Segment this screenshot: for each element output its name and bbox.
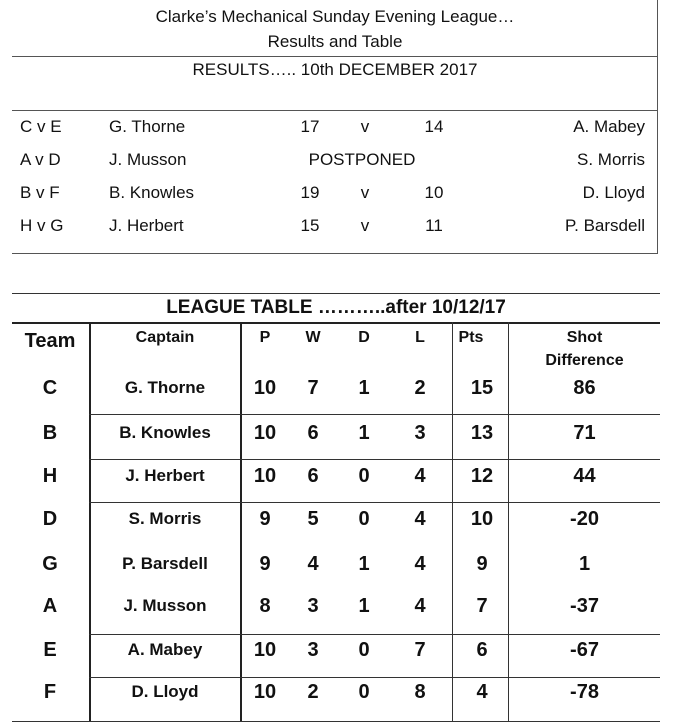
won-cell: 2	[307, 681, 319, 703]
home-captain: J. Herbert	[109, 216, 184, 235]
result-row	[12, 117, 658, 141]
league-name: Clarke’s Mechanical Sunday Evening League…	[155, 7, 515, 26]
match-label: C v E	[20, 117, 62, 136]
away-score: 10	[424, 183, 444, 202]
table-border	[12, 721, 660, 722]
won-cell: 3	[307, 639, 319, 661]
won-cell: 4	[307, 553, 319, 575]
header-lost: L	[415, 329, 425, 346]
drawn-cell: 0	[358, 465, 370, 487]
home-captain: J. Musson	[109, 150, 187, 169]
lost-cell: 2	[414, 377, 426, 399]
shot-difference-cell: 44	[573, 465, 596, 487]
captain-cell: D. Lloyd	[131, 682, 199, 701]
drawn-cell: 0	[358, 639, 370, 661]
lost-cell: 4	[414, 595, 426, 617]
home-captain: G. Thorne	[109, 117, 186, 136]
away-score: 11	[425, 216, 443, 235]
divider	[12, 110, 658, 111]
lost-cell: 3	[414, 422, 426, 444]
drawn-cell: 0	[358, 681, 370, 703]
team-cell: H	[42, 465, 58, 487]
row-divider	[89, 634, 660, 635]
points-cell: 13	[470, 422, 494, 444]
column-divider	[452, 322, 453, 722]
shot-difference-cell: -78	[570, 681, 599, 703]
drawn-cell: 0	[358, 508, 370, 530]
played-cell: 10	[253, 377, 277, 399]
played-cell: 8	[259, 595, 271, 617]
points-cell: 7	[476, 595, 488, 617]
team-cell: C	[42, 377, 58, 399]
points-cell: 6	[476, 639, 488, 661]
captain-cell: P. Barsdell	[122, 554, 208, 573]
drawn-cell: 1	[358, 377, 370, 399]
points-cell: 15	[470, 377, 494, 399]
away-captain: P. Barsdell	[564, 216, 645, 235]
away-captain: S. Morris	[577, 150, 645, 169]
lost-cell: 7	[414, 639, 426, 661]
versus: v	[360, 117, 370, 136]
match-label: H v G	[20, 216, 64, 235]
team-cell: E	[43, 639, 57, 661]
league-table-title: LEAGUE TABLE ………..after 10/12/17	[166, 297, 506, 318]
lost-cell: 8	[414, 681, 426, 703]
header-drawn: D	[358, 329, 370, 346]
won-cell: 7	[307, 377, 319, 399]
team-cell: F	[43, 681, 57, 703]
result-row	[12, 183, 658, 207]
shot-difference-cell: 71	[573, 422, 596, 444]
home-score: 19	[300, 183, 320, 202]
away-score: 14	[424, 117, 444, 136]
played-cell: 9	[259, 553, 271, 575]
captain-cell: A. Mabey	[127, 640, 203, 659]
drawn-cell: 1	[358, 553, 370, 575]
result-row	[12, 150, 658, 174]
played-cell: 10	[253, 639, 277, 661]
team-cell: A	[42, 595, 58, 617]
versus: v	[360, 183, 370, 202]
points-cell: 12	[470, 465, 494, 487]
header-team: Team	[24, 330, 76, 352]
home-score: 17	[300, 117, 320, 136]
row-divider	[89, 459, 660, 460]
header-won: W	[305, 329, 321, 346]
away-captain: A. Mabey	[573, 117, 645, 136]
played-cell: 10	[253, 681, 277, 703]
lost-cell: 4	[414, 465, 426, 487]
lost-cell: 4	[414, 553, 426, 575]
played-cell: 10	[253, 465, 277, 487]
divider	[12, 56, 658, 57]
shot-difference-cell: -67	[570, 639, 599, 661]
captain-cell: S. Morris	[128, 509, 202, 528]
played-cell: 9	[259, 508, 271, 530]
played-cell: 10	[253, 422, 277, 444]
drawn-cell: 1	[358, 595, 370, 617]
column-divider	[240, 322, 242, 722]
captain-cell: J. Musson	[123, 596, 207, 615]
points-cell: 4	[476, 681, 488, 703]
drawn-cell: 1	[358, 422, 370, 444]
won-cell: 6	[307, 422, 319, 444]
away-captain: D. Lloyd	[582, 183, 645, 202]
shot-difference-cell: -20	[570, 508, 599, 530]
table-border	[12, 322, 660, 324]
captain-cell: B. Knowles	[119, 423, 211, 442]
points-cell: 10	[470, 508, 494, 530]
points-cell: 9	[476, 553, 488, 575]
won-cell: 6	[307, 465, 319, 487]
shot-difference-cell: -37	[570, 595, 599, 617]
row-divider	[89, 502, 660, 503]
versus: v	[360, 216, 370, 235]
match-label: A v D	[20, 150, 61, 169]
page-subtitle: Results and Table	[267, 32, 403, 51]
match-label: B v F	[20, 183, 60, 202]
team-cell: B	[42, 422, 58, 444]
header-shot-difference-2: Difference	[545, 352, 624, 369]
results-section	[12, 0, 658, 254]
won-cell: 3	[307, 595, 319, 617]
row-divider	[89, 677, 660, 678]
home-score: 15	[300, 216, 320, 235]
row-divider	[89, 414, 660, 415]
captain-cell: G. Thorne	[124, 378, 206, 397]
header-captain: Captain	[135, 329, 195, 346]
team-cell: D	[42, 508, 58, 530]
team-cell: G	[42, 553, 58, 575]
won-cell: 5	[307, 508, 319, 530]
results-heading: RESULTS….. 10th DECEMBER 2017	[192, 60, 478, 79]
header-points: Pts	[458, 329, 484, 346]
lost-cell: 4	[414, 508, 426, 530]
match-status: POSTPONED	[308, 150, 416, 169]
result-row	[12, 216, 658, 240]
home-captain: B. Knowles	[109, 183, 195, 202]
captain-cell: J. Herbert	[125, 466, 205, 485]
shot-difference-cell: 1	[578, 553, 591, 575]
league-table	[12, 293, 660, 724]
shot-difference-cell: 86	[573, 377, 596, 399]
header-played: P	[259, 329, 271, 346]
header-shot-difference-1: Shot	[566, 329, 603, 346]
